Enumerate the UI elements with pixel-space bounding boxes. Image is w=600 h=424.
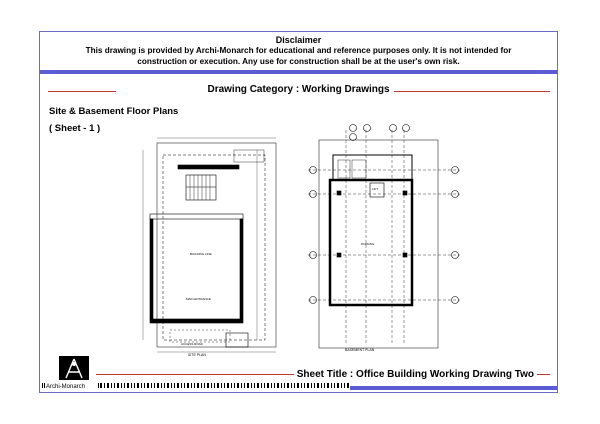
svg-text:LIFT: LIFT bbox=[372, 187, 379, 191]
disclaimer-title: Disclaimer bbox=[275, 35, 322, 45]
sheet-title: Sheet Title : Office Building Working Drawing Two bbox=[294, 369, 537, 380]
svg-text:MAIN ENTRANCE: MAIN ENTRANCE bbox=[186, 297, 211, 301]
archi-monarch-logo-icon bbox=[59, 356, 89, 380]
drawing-category: Drawing Category : Working Drawings bbox=[40, 84, 557, 95]
svg-text:PARKING: PARKING bbox=[361, 242, 375, 246]
site-plan-notes bbox=[181, 252, 212, 346]
basement-plan-label: BASEMENT PLAN bbox=[345, 348, 375, 352]
disclaimer-line-2: construction or execution. Any use for construction shall be at the user's own risk. bbox=[137, 56, 460, 66]
disclaimer-line-1: This drawing is provided by Archi-Monarch for educational and reference purposes only. It is not intended for bbox=[85, 46, 512, 55]
footer-barcode bbox=[42, 383, 349, 388]
basement-plan bbox=[308, 125, 460, 349]
site-plan bbox=[143, 138, 276, 352]
sheet-number: ( Sheet - 1 ) bbox=[49, 123, 101, 134]
svg-text:ACCESS ROAD: ACCESS ROAD bbox=[181, 342, 203, 346]
basement-plan-notes bbox=[361, 187, 378, 246]
site-plan-label: SITE PLAN bbox=[188, 353, 206, 357]
drawing-title: Site & Basement Floor Plans bbox=[49, 106, 179, 117]
svg-text:BUILDING LINE: BUILDING LINE bbox=[190, 252, 212, 256]
logo-text: Archi-Monarch bbox=[46, 384, 86, 390]
